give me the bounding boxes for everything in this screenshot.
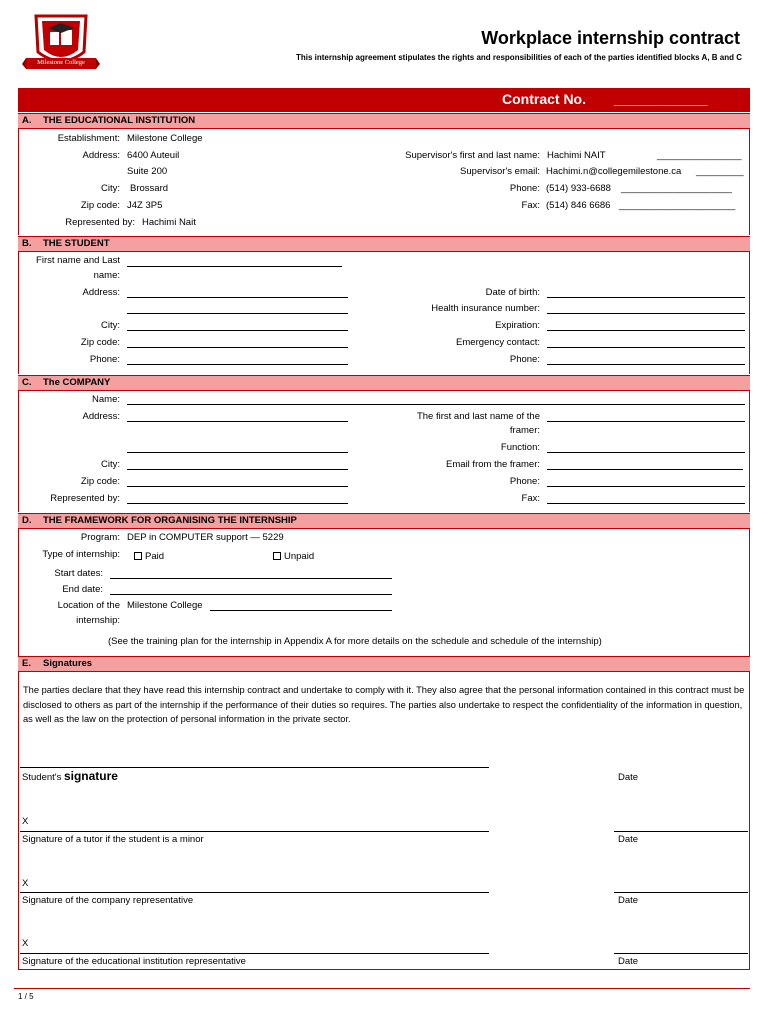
- emergency-phone-label: Phone:: [509, 354, 540, 365]
- company-x-mark: X: [22, 878, 29, 889]
- contract-label: Contract No.: [502, 91, 586, 107]
- company-address-input-2[interactable]: [127, 452, 348, 453]
- company-city-input[interactable]: [127, 469, 348, 470]
- company-signature-label: Signature of the company representative: [22, 895, 194, 906]
- supervisor-email-label: Supervisor's email:: [460, 166, 540, 177]
- institution-fax-blank[interactable]: ______________________: [619, 200, 736, 211]
- health-label: Health insurance number:: [431, 303, 540, 314]
- college-logo: [22, 12, 100, 74]
- dob-label: Date of birth:: [485, 287, 540, 298]
- company-fax-input[interactable]: [547, 503, 745, 504]
- company-signature-line[interactable]: [20, 892, 489, 893]
- institution-phone-label: Phone:: [509, 183, 540, 194]
- location-value: Milestone College: [127, 600, 203, 611]
- contract-bar: [18, 88, 750, 112]
- section-d-header: [18, 513, 750, 529]
- location-input[interactable]: [210, 610, 392, 611]
- institution-phone-value: (514) 933-6688: [546, 183, 611, 194]
- institution-date-label: Date: [618, 956, 639, 967]
- paid-label: Paid: [145, 551, 165, 562]
- company-zip-label: Zip code:: [80, 476, 120, 487]
- location-label-1: Location of the: [57, 600, 120, 611]
- emergency-input[interactable]: [547, 347, 745, 348]
- page-number: 1 / 5: [18, 992, 34, 1001]
- section-b-title: THE STUDENT: [43, 238, 110, 249]
- institution-address-line2: Suite 200: [127, 166, 168, 177]
- student-signature-line[interactable]: [20, 767, 489, 768]
- tutor-signature-line[interactable]: [20, 831, 489, 832]
- institution-phone-blank[interactable]: _____________________: [621, 183, 732, 194]
- supervisor-name-value: Hachimi NAIT: [547, 150, 606, 161]
- training-plan-note: (See the training plan for the internship in Appendix A for more details on the schedule and schedule of the internship): [108, 636, 602, 647]
- section-e-title: Signatures: [43, 658, 93, 669]
- expiration-input[interactable]: [547, 330, 745, 331]
- institution-signature-line[interactable]: [20, 953, 489, 954]
- student-city-input[interactable]: [127, 330, 348, 331]
- section-e-letter: E.: [22, 658, 31, 669]
- tutor-date-line[interactable]: [614, 831, 748, 832]
- footer-rule: [14, 988, 750, 989]
- program-value: DEP in COMPUTER support — 5229: [127, 532, 284, 543]
- institution-date-line[interactable]: [614, 953, 748, 954]
- establishment-value: Milestone College: [127, 133, 203, 144]
- emergency-label: Emergency contact:: [456, 337, 540, 348]
- institution-address-label: Address:: [82, 150, 120, 161]
- contract-number-blank[interactable]: ____________: [614, 91, 708, 107]
- framer-name-label-2: framer:: [509, 425, 540, 436]
- student-signature-prefix: Student's: [22, 772, 62, 783]
- end-date-label: End date:: [62, 584, 103, 595]
- company-name-input[interactable]: [127, 404, 745, 405]
- student-phone-input[interactable]: [127, 364, 348, 365]
- framer-name-input[interactable]: [547, 421, 745, 422]
- institution-x-mark: X: [22, 938, 29, 949]
- section-a-letter: A.: [22, 115, 32, 126]
- company-phone-input[interactable]: [547, 486, 745, 487]
- framer-function-input[interactable]: [547, 452, 745, 453]
- tutor-x-mark: X: [22, 816, 29, 827]
- end-date-input[interactable]: [110, 594, 392, 595]
- institution-city-label: City:: [101, 183, 120, 194]
- company-date-line[interactable]: [614, 892, 748, 893]
- unpaid-checkbox[interactable]: [273, 551, 314, 562]
- institution-signature-label: Signature of the educational institution representative: [22, 956, 246, 967]
- company-rep-input[interactable]: [127, 503, 348, 504]
- student-zip-input[interactable]: [127, 347, 348, 348]
- location-label-2: internship:: [76, 615, 120, 626]
- program-label: Program:: [80, 532, 120, 543]
- section-d-title: THE FRAMEWORK FOR ORGANISING THE INTERNSHIP: [43, 515, 297, 526]
- company-phone-label: Phone:: [509, 476, 540, 487]
- logo-text: Milestone College: [37, 59, 85, 66]
- page-title: Workplace internship contract: [481, 28, 740, 48]
- paid-checkbox-box[interactable]: [134, 552, 142, 560]
- institution-city-value: Brossard: [130, 183, 169, 194]
- unpaid-checkbox-box[interactable]: [273, 552, 281, 560]
- company-address-label: Address:: [82, 411, 120, 422]
- start-date-input[interactable]: [110, 578, 392, 579]
- institution-fax-value: (514) 846 6686: [546, 200, 611, 211]
- company-rep-label: Represented by:: [50, 493, 120, 504]
- framer-email-label: Email from the framer:: [446, 459, 540, 470]
- institution-zip-label: Zip code:: [80, 200, 120, 211]
- company-name-label: Name:: [92, 394, 120, 405]
- student-city-label: City:: [101, 320, 120, 331]
- tutor-date-label: Date: [618, 834, 639, 845]
- supervisor-name-blank[interactable]: ________________: [657, 150, 742, 161]
- company-fax-label: Fax:: [521, 493, 540, 504]
- section-c-letter: C.: [22, 377, 32, 388]
- internship-type-label: Type of internship:: [42, 549, 120, 560]
- section-a-title: THE EDUCATIONAL INSTITUTION: [43, 115, 196, 126]
- company-zip-input[interactable]: [127, 486, 348, 487]
- section-e-header: [18, 656, 750, 672]
- health-input[interactable]: [547, 313, 745, 314]
- company-address-input-1[interactable]: [127, 421, 348, 422]
- unpaid-label: Unpaid: [284, 551, 315, 562]
- institution-rep-label: Represented by:: [65, 217, 135, 228]
- declaration-text: The parties declare that they have read this internship contract and undertake to comply with it. They also agree that the personal information contained in this contract must be disclosed to others as part of the internship if the performance of their duties so requires. The parties also undertake to respect the confidentiality of the information in question, as well as the law on the protection of personal information in the private sector.: [23, 685, 745, 724]
- student-name-label-1: First name and Last: [36, 255, 120, 266]
- institution-fax-label: Fax:: [521, 200, 540, 211]
- student-name-label-2: name:: [93, 270, 120, 281]
- dob-input[interactable]: [547, 297, 745, 298]
- institution-rep-value: Hachimi Nait: [142, 217, 196, 228]
- student-address-label: Address:: [82, 287, 120, 298]
- section-c-title: The COMPANY: [43, 377, 111, 388]
- company-date-label: Date: [618, 895, 639, 906]
- paid-checkbox[interactable]: [134, 551, 164, 562]
- student-date-label: Date: [618, 772, 639, 783]
- framer-name-label-1: The first and last name of the: [416, 411, 540, 422]
- section-d-letter: D.: [22, 515, 32, 526]
- supervisor-email-value: Hachimi.n@collegemilestone.ca: [546, 166, 682, 177]
- company-city-label: City:: [101, 459, 120, 470]
- section-b-letter: B.: [22, 238, 32, 249]
- student-phone-label: Phone:: [89, 354, 120, 365]
- student-signature-label: [22, 769, 118, 783]
- tutor-signature-label: Signature of a tutor if the student is a minor: [22, 834, 204, 845]
- section-c-header: [18, 375, 750, 391]
- student-address-input-2[interactable]: [127, 313, 348, 314]
- framer-email-input[interactable]: [547, 469, 743, 470]
- supervisor-email-blank[interactable]: _________: [696, 166, 744, 177]
- framer-function-label: Function:: [500, 442, 540, 453]
- student-address-input-1[interactable]: [127, 297, 348, 298]
- page-subtitle: This internship agreement stipulates the rights and responsibilities of each of the parties identified blocks A, B and C: [295, 53, 742, 62]
- student-zip-label: Zip code:: [80, 337, 120, 348]
- institution-address-line1: 6400 Auteuil: [127, 150, 180, 161]
- establishment-label: Establishment:: [57, 133, 120, 144]
- emergency-phone-input[interactable]: [547, 364, 745, 365]
- section-a-header: [18, 113, 750, 129]
- student-signature-word: signature: [63, 769, 118, 783]
- expiration-label: Expiration:: [495, 320, 540, 331]
- start-date-label: Start dates:: [54, 568, 103, 579]
- section-b-header: [18, 236, 750, 252]
- supervisor-name-label: Supervisor's first and last name:: [405, 150, 540, 161]
- institution-zip-value: J4Z 3P5: [127, 200, 163, 211]
- student-name-input[interactable]: [127, 266, 342, 267]
